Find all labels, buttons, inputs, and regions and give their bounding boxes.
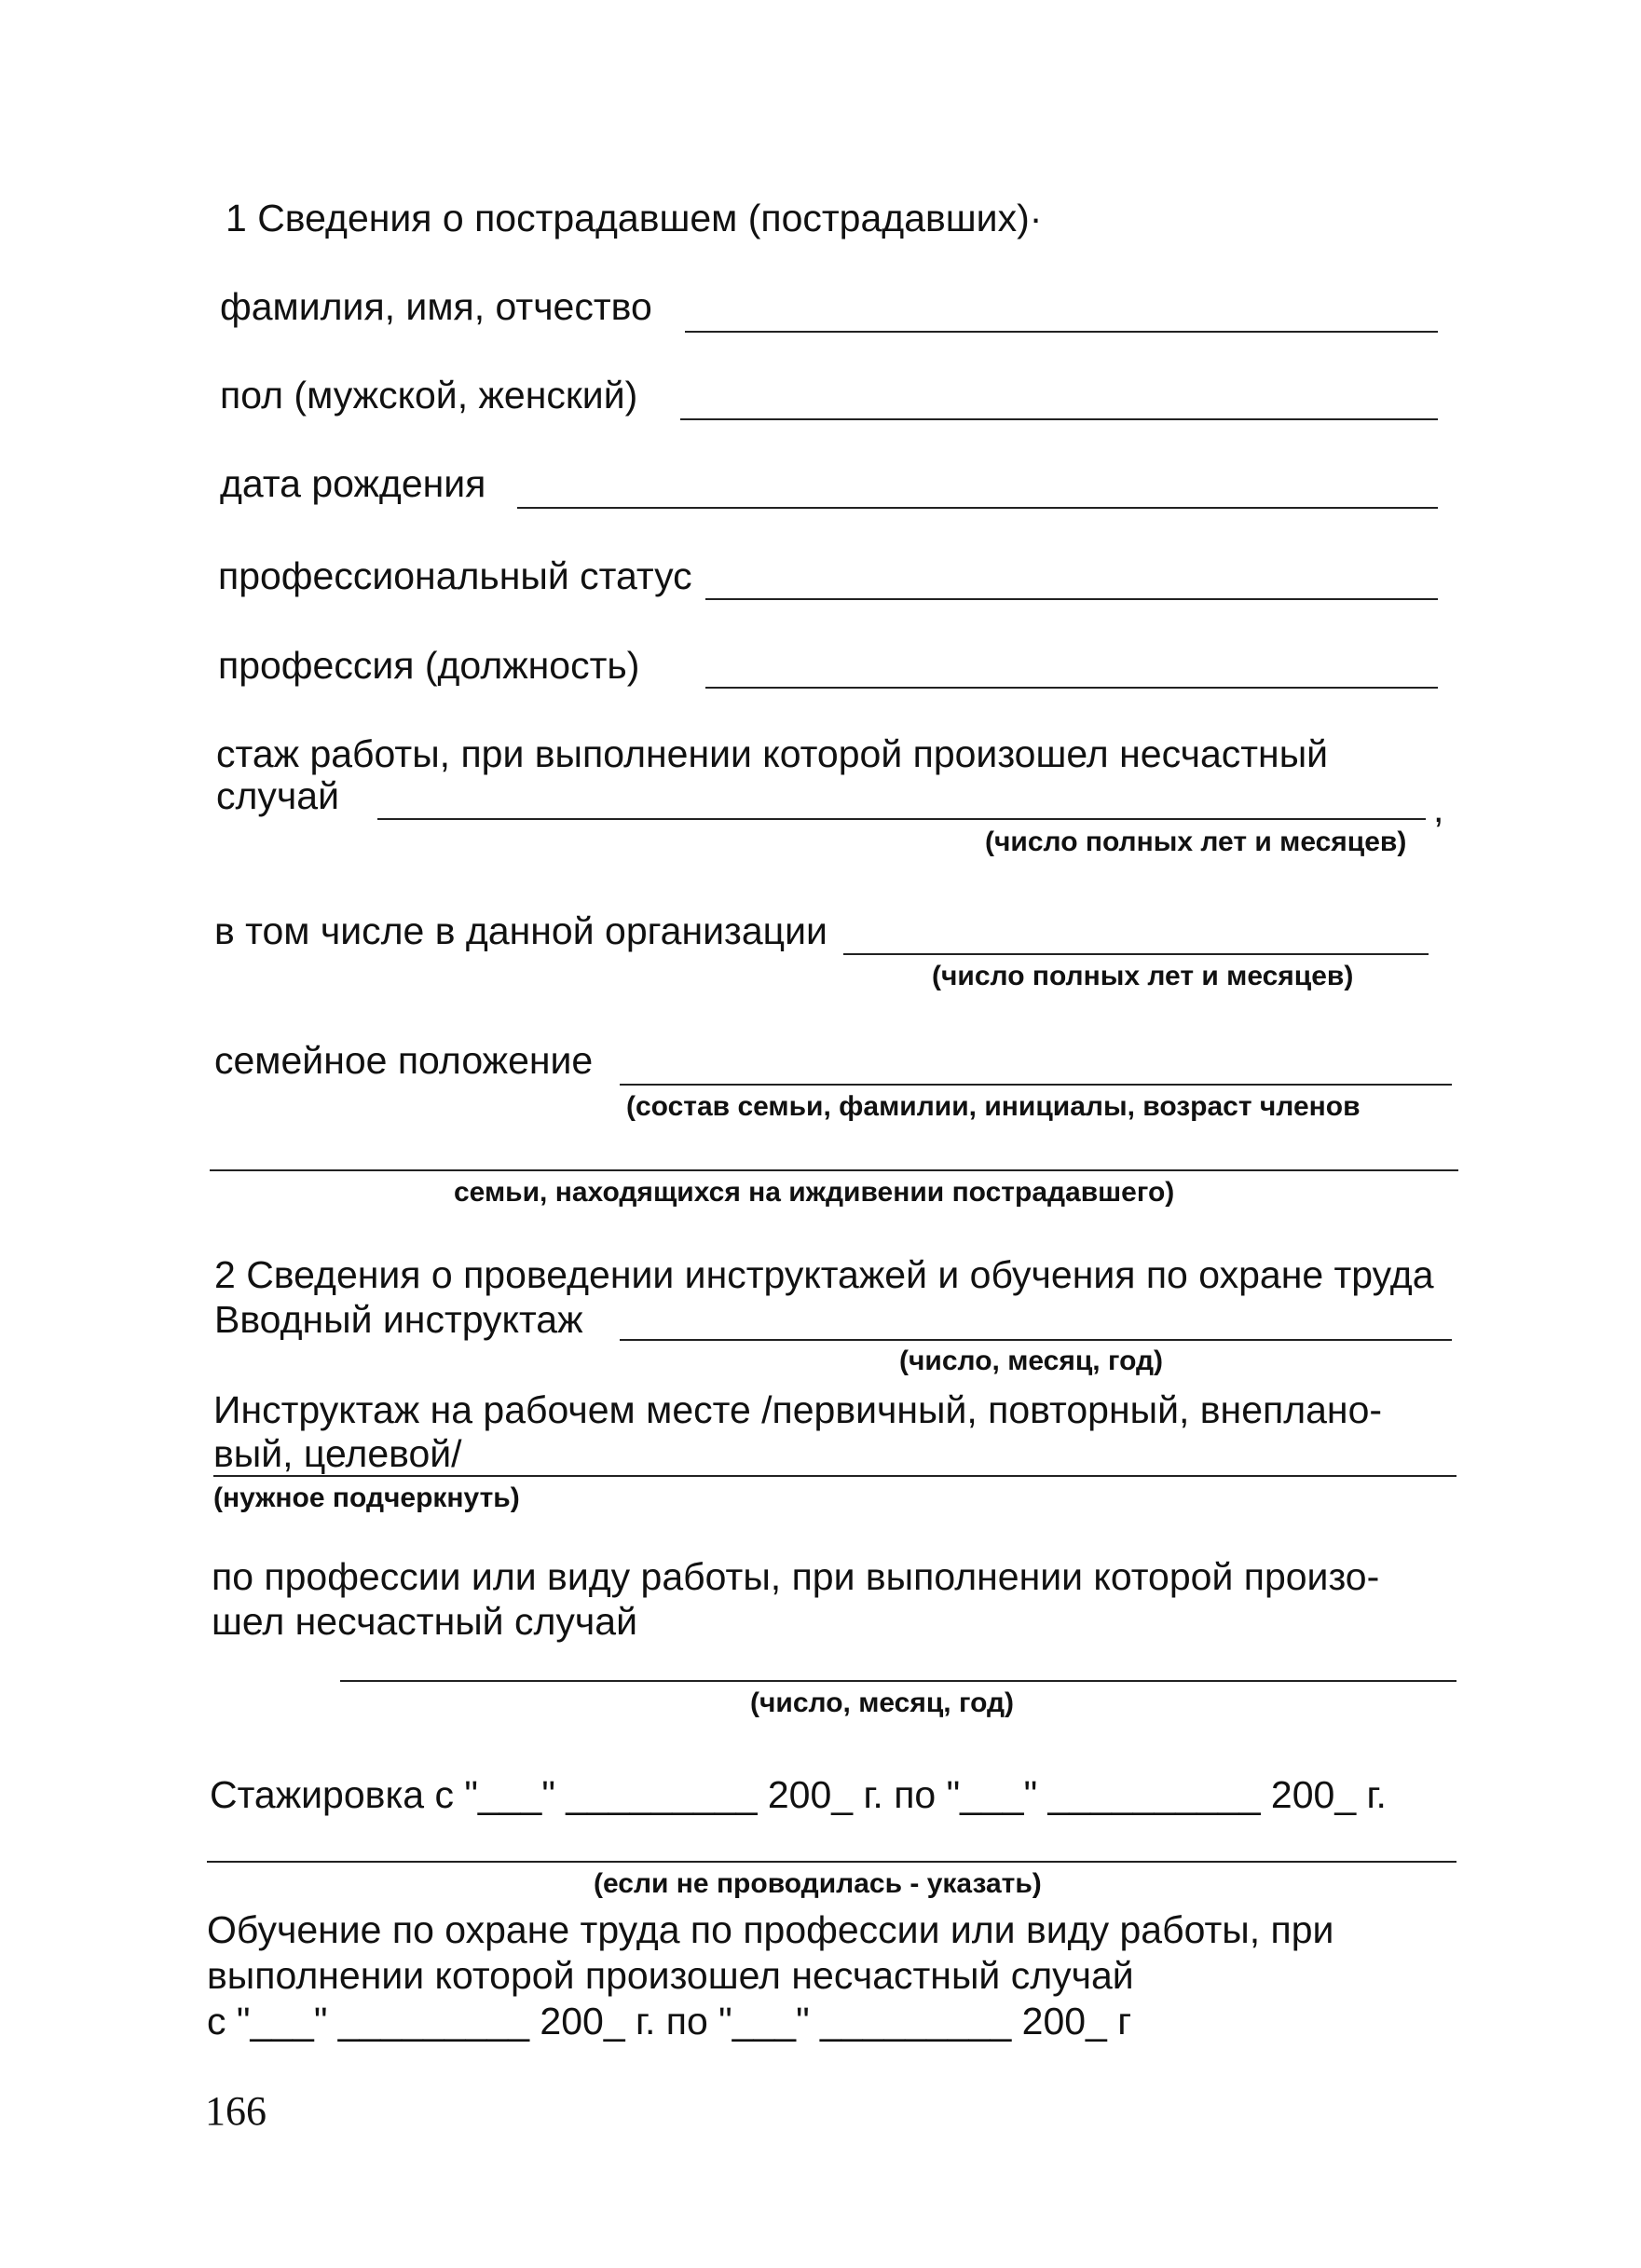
org-experience-hint: (число полных лет и месяцев) (932, 961, 1354, 991)
prof-status-label: профессиональный статус (218, 554, 692, 597)
profession-label: профессия (должность) (218, 644, 640, 687)
birth-date-label: дата рождения (220, 462, 486, 505)
full-name-field[interactable] (685, 331, 1438, 333)
org-experience-field[interactable] (843, 953, 1429, 955)
intro-briefing-label: Вводный инструктаж (214, 1298, 583, 1341)
internship-hint: (если не проводилась - указать) (594, 1868, 1042, 1899)
training-dates-line[interactable]: с "___" _________ 200_ г. по "___" _________ 200_ г (207, 2000, 1132, 2043)
intro-briefing-hint: (число, месяц, год) (899, 1346, 1164, 1376)
training-line2: выполнении которой произошел несчастный случай (207, 1954, 1134, 1997)
section2-heading: 2 Сведения о проведении инструктажей и обучения по охране труда (214, 1253, 1434, 1296)
org-experience-label: в том числе в данной организации (214, 909, 827, 952)
workplace-briefing-field[interactable] (213, 1475, 1456, 1477)
profession-briefing-hint: (число, месяц, год) (750, 1687, 1015, 1718)
profession-briefing-line2: шел несчастный случай (212, 1600, 637, 1643)
workplace-briefing-line2: вый, целевой/ (213, 1432, 462, 1475)
section1-heading: 1 Сведения о пострадавшем (пострадавших)· (226, 197, 1043, 239)
profession-briefing-field[interactable] (340, 1680, 1456, 1682)
internship-line[interactable]: Стажировка с "___" _________ 200_ г. по "___" __________ 200_ г. (210, 1773, 1387, 1816)
family-hint-line2: семьи, находящихся на иждивении пострадавшего) (454, 1177, 1175, 1208)
family-hint-line1: (состав семьи, фамилии, инициалы, возраст членов (626, 1091, 1361, 1122)
gender-field[interactable] (680, 418, 1438, 420)
family-label: семейное положение (214, 1039, 594, 1082)
intro-briefing-field[interactable] (620, 1339, 1452, 1341)
prof-status-field[interactable] (705, 598, 1438, 600)
gender-label: пол (мужской, женский) (220, 374, 638, 417)
birth-date-field[interactable] (517, 507, 1438, 509)
profession-field[interactable] (705, 687, 1438, 689)
full-name-label: фамилия, имя, отчество (220, 285, 652, 328)
family-field[interactable] (620, 1084, 1452, 1086)
profession-briefing-line1: по профессии или виду работы, при выполнении которой произо- (212, 1555, 1380, 1598)
family-field-continued[interactable] (210, 1169, 1458, 1171)
training-line1: Обучение по охране труда по профессии или виду работы, при (207, 1908, 1334, 1951)
experience-hint: (число полных лет и месяцев) (985, 827, 1407, 857)
internship-note-field[interactable] (207, 1861, 1456, 1863)
experience-field[interactable] (377, 818, 1426, 820)
workplace-briefing-line1: Инструктаж на рабочем месте /первичный, повторный, внеплано- (213, 1388, 1383, 1431)
experience-label-line1: стаж работы, при выполнении которой произошел несчастный (216, 732, 1329, 775)
experience-comma: , (1433, 787, 1444, 830)
page-number: 166 (205, 2088, 267, 2134)
workplace-briefing-hint: (нужное подчеркнуть) (213, 1482, 520, 1513)
experience-label-line2: случай (216, 774, 339, 817)
